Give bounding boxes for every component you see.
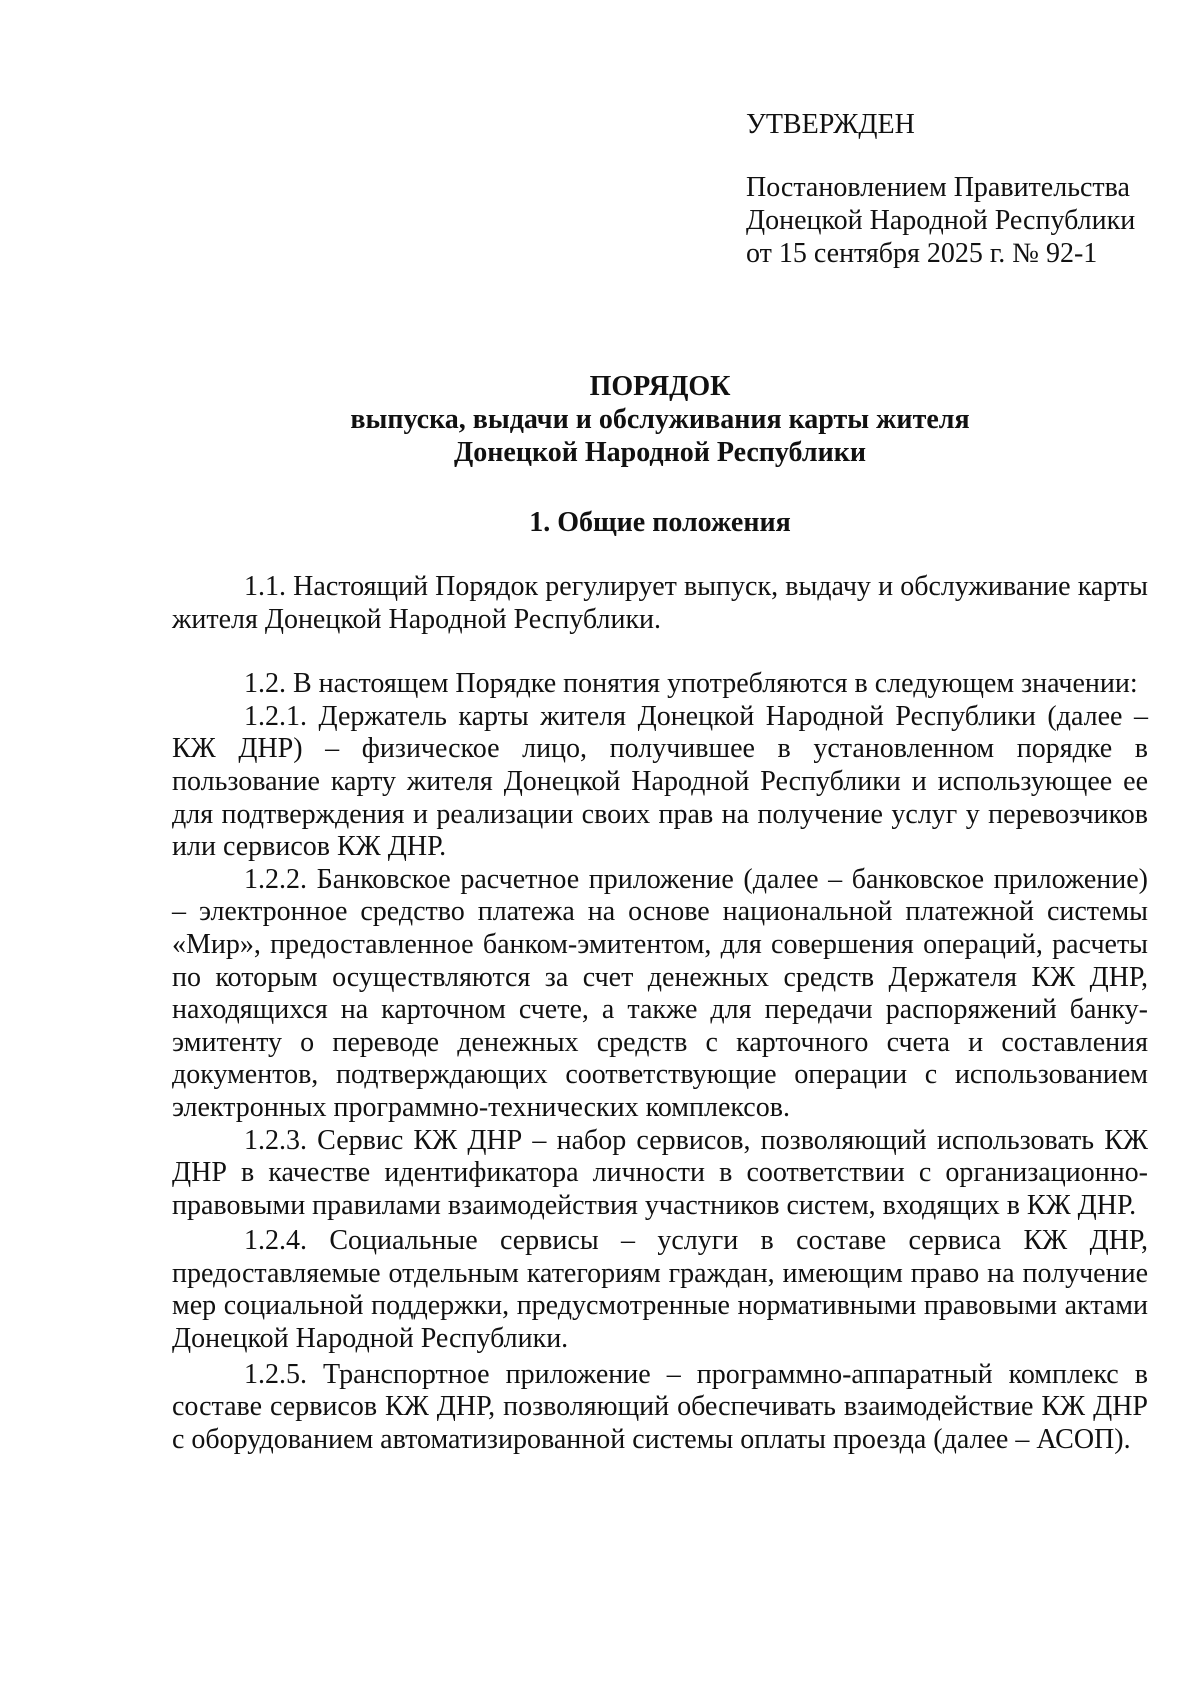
- paragraph-1-2-4: 1.2.4. Социальные сервисы – услуги в составе сервиса КЖ ДНР, предоставляемые отдельным категориям граждан, имеющим право на получение мер социальной поддержки, предусмотренные нормативными правовыми актами Донецкой Народной Республики.: [172, 1225, 1148, 1355]
- document-title: [170, 370, 1150, 469]
- title-main: ПОРЯДОК: [589, 371, 731, 402]
- paragraph-1-2: 1.2. В настоящем Порядке понятия употребляются в следующем значении:: [244, 668, 1138, 700]
- paragraph-1-2-5: 1.2.5. Транспортное приложение – программно-аппаратный комплекс в составе сервисов КЖ ДНР, позволяющий обеспечивать взаимодействие КЖ ДНР с оборудованием автоматизированной системы оплаты проезда (далее – АСОП).: [172, 1358, 1148, 1455]
- body-text: [172, 571, 1148, 1456]
- approval-title: УТВЕРЖДЕН: [746, 109, 915, 140]
- title-subtitle-line: выпуска, выдачи и обслуживания карты жителя: [350, 404, 970, 435]
- paragraph-1-2-1: 1.2.1. Держатель карты жителя Донецкой Народной Республики (далее – КЖ ДНР) – физическое лицо, получившее в установленном порядке в пользование карту жителя Донецкой Народной Республики и использующее ее для подтверждения и реализации своих прав на получение услуг у перевозчиков или сервисов КЖ ДНР.: [172, 700, 1148, 863]
- paragraph-1-2-2: 1.2.2. Банковское расчетное приложение (далее – банковское приложение) – электронное средство платежа на основе национальной платежной системы «Мир», предоставленное банком-эмитентом, для совершения операций, расчеты по которым осуществляются за счет денежных средств Держателя КЖ ДНР, находящихся на карточном счете, а также для передачи распоряжений банку-эмитенту о переводе денежных средств с карточного счета и составления документов, подтверждающих соответствующие операции с использованием электронных программно-технических комплексов.: [172, 863, 1148, 1123]
- approval-line: Постановлением Правительства: [746, 172, 1130, 203]
- title-subtitle-line: Донецкой Народной Республики: [454, 437, 866, 468]
- approval-stamp: [746, 108, 1166, 270]
- approval-line: от 15 сентября 2025 г. № 92-1: [746, 238, 1098, 269]
- paragraph-1-2-3: 1.2.3. Сервис КЖ ДНР – набор сервисов, позволяющий использовать КЖ ДНР в качестве идентификатора личности в соответствии с организационно-правовыми правилами взаимодействия участников систем, входящих в КЖ ДНР.: [172, 1124, 1148, 1221]
- section-heading: 1. Общие положения: [529, 507, 791, 538]
- paragraph-1-1: 1.1. Настоящий Порядок регулирует выпуск, выдачу и обслуживание карты жителя Донецкой Народной Республики.: [172, 571, 1148, 635]
- approval-line: Донецкой Народной Республики: [746, 205, 1136, 236]
